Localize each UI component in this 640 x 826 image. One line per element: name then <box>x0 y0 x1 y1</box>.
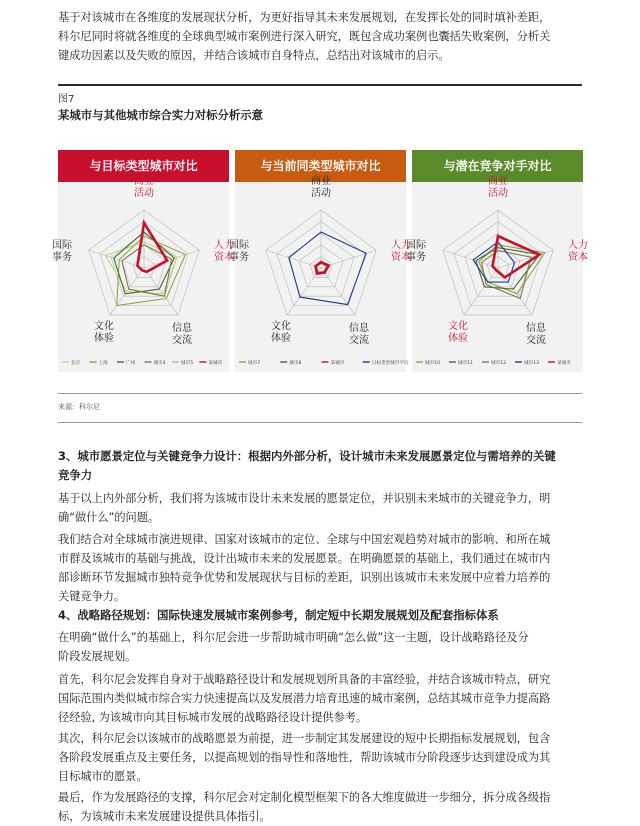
section3-p2-line-4: 关键竞争力。 <box>58 590 126 603</box>
section4-paragraph-3 <box>58 729 586 786</box>
section3-paragraph-1 <box>58 489 586 527</box>
section4-p2-line-1: 首先，科尔尼会发挥自身对于战略路径设计和发展规划所具备的丰富经验，并结合该城市特点，研究 <box>58 673 551 686</box>
radar-spoke <box>321 268 355 315</box>
figure-top-rule <box>58 84 582 86</box>
legend-entry: 北京 <box>71 361 81 366</box>
section4-p3-line-3: 目标城市的愿景。 <box>58 770 148 783</box>
axis-label: 国际 <box>229 240 249 251</box>
section4-p1-line-1: 在明确“做什么”的基础上，科尔尼会进一步帮助城市明确“怎么做”这一主题，设计战略路径及分 <box>58 631 529 644</box>
legend-entry: 某城市 <box>208 361 223 366</box>
radar-chart-target <box>52 150 234 372</box>
radar-spoke <box>144 268 178 315</box>
section4-heading: 4、战略路径规划：国际快速发展城市案例参考，制定短中长期发展规划及配套指标体系 <box>58 608 499 622</box>
axis-label: 人力 <box>391 240 411 251</box>
axis-label: 资本 <box>214 252 234 263</box>
section4-paragraph-1 <box>58 628 586 666</box>
axis-label: 信息 <box>172 323 192 334</box>
section4-paragraph-2 <box>58 670 586 727</box>
section3-p1-line-1: 基于以上内外部分析，我们将为该城市设计未来发展的愿景定位，并识别未来城市的关键竞争力，明 <box>58 492 551 505</box>
axis-label: 活动 <box>134 188 154 199</box>
radar-spoke <box>287 268 321 315</box>
figure-source: 来源：科尔尼 <box>58 403 100 411</box>
axis-label: 事务 <box>406 252 426 263</box>
radar-spoke <box>266 250 321 268</box>
panel-title-band: 与潜在竞争对手对比 <box>412 150 583 182</box>
axis-label: 人力 <box>214 240 234 251</box>
axis-label: 文化 <box>271 321 291 332</box>
figure-label: 图7 <box>58 94 75 105</box>
axis-label: 国际 <box>52 240 72 251</box>
legend-entry: 城市4 <box>153 361 166 366</box>
axis-label: 商业 <box>311 176 331 187</box>
section3-paragraph-2 <box>58 530 586 606</box>
axis-label: 交流 <box>349 335 369 346</box>
section4-p4-line-1: 最后，作为发展路径的支撑，科尔尼会对定制化模型框架下的各大维度做进一步细分，拆分成各级指 <box>58 791 551 804</box>
axis-label: 活动 <box>311 188 331 199</box>
legend-entry: 城市8 <box>289 361 302 366</box>
section4-paragraph-4 <box>58 788 586 826</box>
axis-label: 体验 <box>448 333 468 344</box>
axis-label: 体验 <box>271 333 291 344</box>
section4-p3-line-1: 其次，科尔尼会以该城市的战略愿景为前提，进一步制定其发展建设的短中长期指标发展规划，包含 <box>58 732 551 745</box>
intro-paragraph <box>58 8 586 65</box>
axis-label: 商业 <box>134 176 154 187</box>
section3-p2-line-3: 部诊断环节发掘城市独特竞争优势和发展现状与目标的差距，识别出该城市未来发展中应着力培养的 <box>58 571 551 584</box>
axis-label: 事务 <box>52 252 72 263</box>
intro-line-3: 键成功因素以及失败的原因，并结合该城市自身特点，总结出对该城市的启示。 <box>58 49 450 62</box>
radar-panel-competitor <box>406 150 588 372</box>
section3-p2-line-2: 市群及该城市的基础与挑战，设计出城市未来的发展愿景。在明确愿景的基础上，我们通过在城市内 <box>58 552 551 565</box>
section-divider <box>58 422 582 423</box>
axis-label: 资本 <box>568 252 588 263</box>
radar-chart-competitor <box>406 150 588 372</box>
section4-p4-line-2: 标，为该城市未来发展建设提供具体指引。 <box>58 810 271 823</box>
radar-panel-target <box>52 150 234 372</box>
section3-p2-line-1: 我们结合对全球城市演进规律、国家对该城市的定位、全球与中国宏观趋势对城市的影响、和所在城 <box>58 533 551 546</box>
section3-heading-line-1: 3、城市愿景定位与关键竞争力设计：根据内外部分析，设计城市未来发展愿景定位与需培养的关键 <box>58 449 556 463</box>
axis-label: 活动 <box>488 188 508 199</box>
axis-label: 文化 <box>94 321 114 332</box>
figure-bottom-rule <box>58 393 582 394</box>
section4-p2-line-2: 国际范围内类似城市综合实力快速提高以及发展潜力培育迅速的城市案例，总结其城市竞争力提高路 <box>58 692 551 705</box>
axis-label: 交流 <box>526 335 546 346</box>
axis-label: 资本 <box>391 252 411 263</box>
section4-p3-line-2: 各阶段发展重点及主要任务，以提高规划的指导性和落地性，帮助该城市分阶段逐步达到建设成为其 <box>58 751 551 764</box>
axis-label: 交流 <box>172 335 192 346</box>
legend-entry: 城市13 <box>524 361 540 366</box>
radar-series-4 <box>137 223 167 272</box>
axis-label: 商业 <box>488 176 508 187</box>
section3-heading <box>58 447 586 485</box>
section4-p2-line-3: 径经验, 为该城市向其目标城市发展的战略路径设计提供参考。 <box>58 711 368 724</box>
radar-panel-peer <box>229 150 411 372</box>
intro-line-1: 基于对该城市在各维度的发展现状分析，为更好指导其未来发展规划，在发挥长处的同时填补差距， <box>58 11 551 24</box>
axis-label: 文化 <box>448 321 468 332</box>
legend-entry: 上海 <box>98 361 108 366</box>
section3-p1-line-2: 确“做什么”的问题。 <box>58 511 160 524</box>
section3-heading-line-2: 竞争力 <box>58 468 93 482</box>
legend-entry: 广州 <box>126 361 136 366</box>
legend-entry: 城市12 <box>491 361 507 366</box>
panel-title-band: 与当前同类型城市对比 <box>235 150 406 182</box>
legend-entry: 某城市 <box>330 361 345 366</box>
radar-chart-peer <box>229 150 411 372</box>
figure-title: 某城市与其他城市综合实力对标分析示意 <box>58 108 264 122</box>
panel-title-band: 与目标类型城市对比 <box>58 150 229 182</box>
intro-line-2: 科尔尼同时将就各维度的全球典型城市案例进行深入研究，既包含成功案例也囊括失败案例，分析关 <box>58 30 551 43</box>
legend-entry: 城市5 <box>181 361 194 366</box>
axis-label: 体验 <box>94 333 114 344</box>
legend-entry: 城市10 <box>425 361 441 366</box>
legend-entry: 目标类型城市平均 <box>371 361 409 366</box>
axis-label: 人力 <box>568 240 588 251</box>
legend-entry: 某城市 <box>557 361 571 366</box>
axis-label: 信息 <box>526 323 546 334</box>
legend-entry: 城市7 <box>248 361 261 366</box>
axis-label: 信息 <box>349 323 369 334</box>
axis-label: 事务 <box>229 252 249 263</box>
legend-entry: 城市11 <box>458 361 474 366</box>
section4-p1-line-2: 阶段发展规划。 <box>58 650 137 663</box>
axis-label: 国际 <box>406 240 426 251</box>
